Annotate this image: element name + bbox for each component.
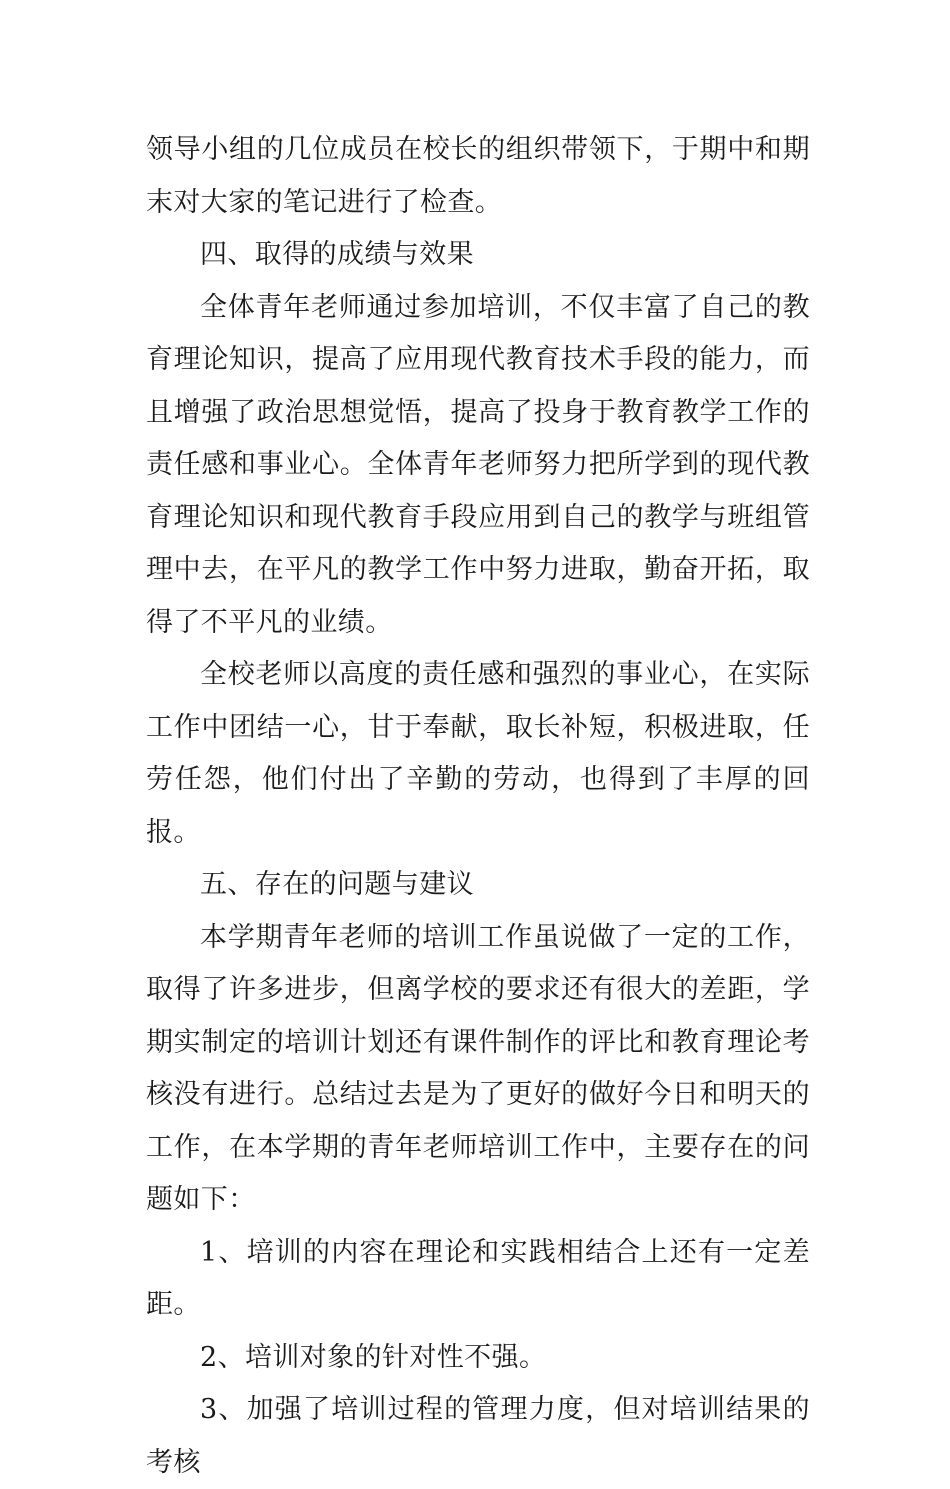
list-item: 1、培训的内容在理论和实践相结合上还有一定差距。: [146, 1236, 810, 1320]
list-item: 3、加强了培训过程的管理力度，但对培训结果的考核: [146, 1394, 810, 1478]
paragraph-continued: 领导小组的几位成员在校长的组织带领下，于期中和期末对大家的笔记进行了检查。: [146, 134, 810, 218]
document-body: [146, 124, 810, 1489]
paragraph: 本学期青年老师的培训工作虽说做了一定的工作，取得了许多进步，但离学校的要求还有很大的差距，学期实制定的培训计划还有课件制作的评比和教育理论考核没有进行。总结过去是为了更好的做好今日和明天的工作，在本学期的青年老师培训工作中，主要存在的问题如下：: [146, 921, 810, 1215]
paragraph: 全校老师以高度的责任感和强烈的事业心，在实际工作中团结一心，甘于奉献，取长补短，积极进取，任劳任怨，他们付出了辛勤的劳动，也得到了丰厚的回报。: [146, 659, 810, 848]
list-item: 2、培训对象的针对性不强。: [200, 1341, 547, 1373]
paragraph: 全体青年老师通过参加培训，不仅丰富了自己的教育理论知识，提高了应用现代教育技术手段的能力，而且增强了政治思想觉悟，提高了投身于教育教学工作的责任感和事业心。全体青年老师努力把所学到的现代教育理论知识和现代教育手段应用到自己的教学与班组管理中去，在平凡的教学工作中努力进取，勤奋开拓，取得了不平凡的业绩。: [146, 291, 810, 638]
section-heading-achievements: 四、取得的成绩与效果: [200, 239, 474, 270]
section-heading-problems: 五、存在的问题与建议: [200, 869, 474, 900]
